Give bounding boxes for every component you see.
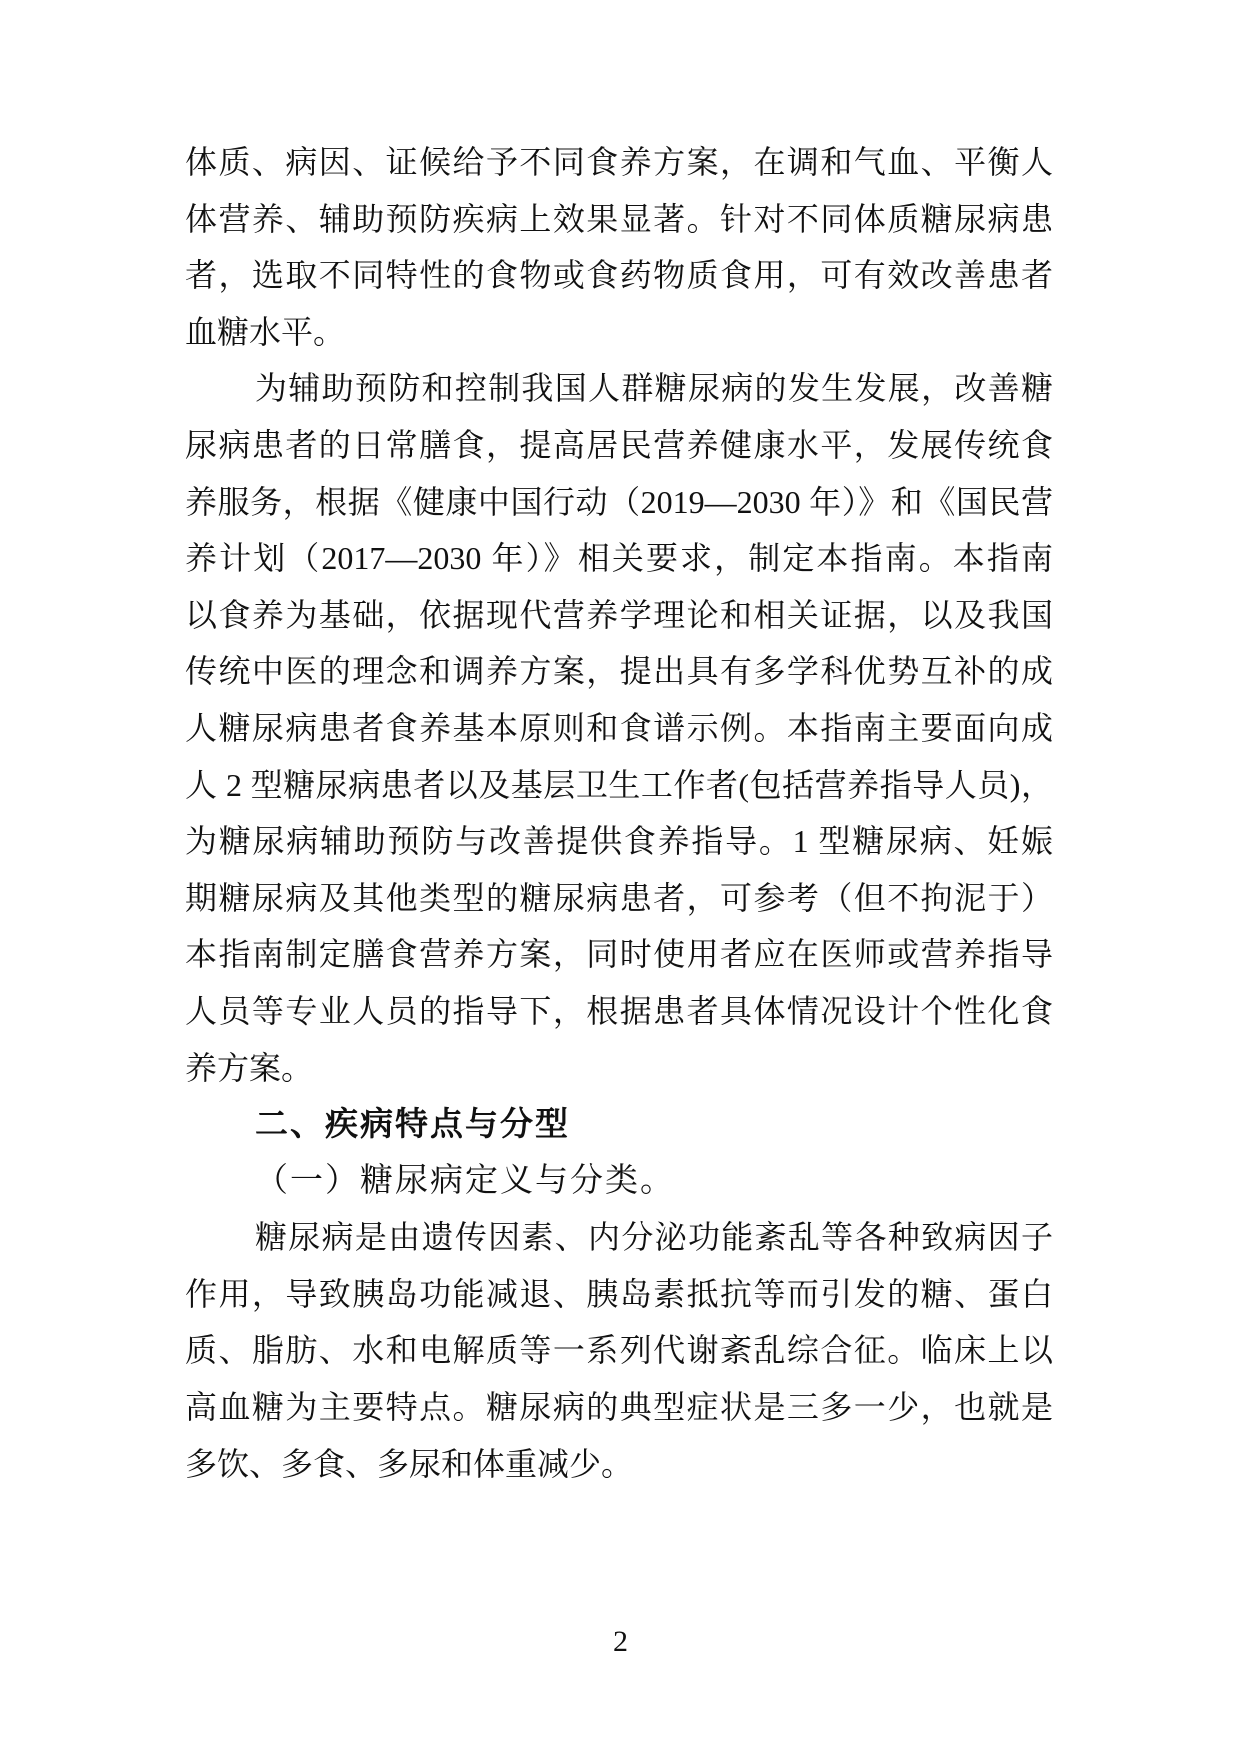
text-line: 养服务，根据《健康中国行动（2019—2030 年）》和《国民营 bbox=[185, 483, 1053, 520]
text-line: 以食养为基础，依据现代营养学理论和相关证据，以及我国 bbox=[185, 596, 1053, 633]
text-line: 体营养、辅助预防疾病上效果显著。针对不同体质糖尿病患 bbox=[185, 200, 1053, 237]
text-line: 人 2 型糖尿病患者以及基层卫生工作者(包括营养指导人员)， bbox=[185, 766, 1053, 803]
text-line: 高血糖为主要特点。糖尿病的典型症状是三多一少，也就是 bbox=[185, 1389, 1053, 1426]
text-line: 尿病患者的日常膳食，提高居民营养健康水平，发展传统食 bbox=[185, 426, 1053, 463]
text-line: 人员等专业人员的指导下，根据患者具体情况设计个性化食 bbox=[185, 992, 1053, 1029]
text-line: 糖尿病是由遗传因素、内分泌功能紊乱等各种致病因子 bbox=[255, 1219, 1053, 1256]
text-line: 本指南制定膳食营养方案，同时使用者应在医师或营养指导 bbox=[185, 936, 1053, 973]
text-line: 者，选取不同特性的食物或食药物质食用，可有效改善患者 bbox=[185, 257, 1053, 294]
text-line: 传统中医的理念和调养方案，提出具有多学科优势互补的成 bbox=[185, 653, 1053, 690]
text-line: 血糖水平。 bbox=[185, 313, 346, 350]
text-line: 养计划（2017—2030 年）》相关要求，制定本指南。本指南 bbox=[185, 540, 1053, 577]
text-block bbox=[185, 134, 1053, 1492]
text-line: 为糖尿病辅助预防与改善提供食养指导。1 型糖尿病、妊娠 bbox=[185, 823, 1053, 860]
text-line: 期糖尿病及其他类型的糖尿病患者，可参考（但不拘泥于） bbox=[185, 879, 1053, 916]
text-line: 作用，导致胰岛功能减退、胰岛素抵抗等而引发的糖、蛋白 bbox=[185, 1275, 1053, 1312]
text-line: 多饮、多食、多尿和体重减少。 bbox=[185, 1445, 634, 1482]
subsection-heading: （一）糖尿病定义与分类。 bbox=[255, 1162, 675, 1199]
text-line: 质、脂肪、水和电解质等一系列代谢紊乱综合征。临床上以 bbox=[185, 1332, 1053, 1369]
text-line: 体质、病因、证候给予不同食养方案，在调和气血、平衡人 bbox=[185, 144, 1053, 180]
text-line: 人糖尿病患者食养基本原则和食谱示例。本指南主要面向成 bbox=[185, 709, 1053, 746]
page-number: 2 bbox=[613, 1625, 628, 1658]
section-heading: 二、疾病特点与分型 bbox=[255, 1105, 570, 1143]
text-line: 养方案。 bbox=[185, 1049, 314, 1086]
text-line: 为辅助预防和控制我国人群糖尿病的发生发展，改善糖 bbox=[255, 370, 1053, 407]
